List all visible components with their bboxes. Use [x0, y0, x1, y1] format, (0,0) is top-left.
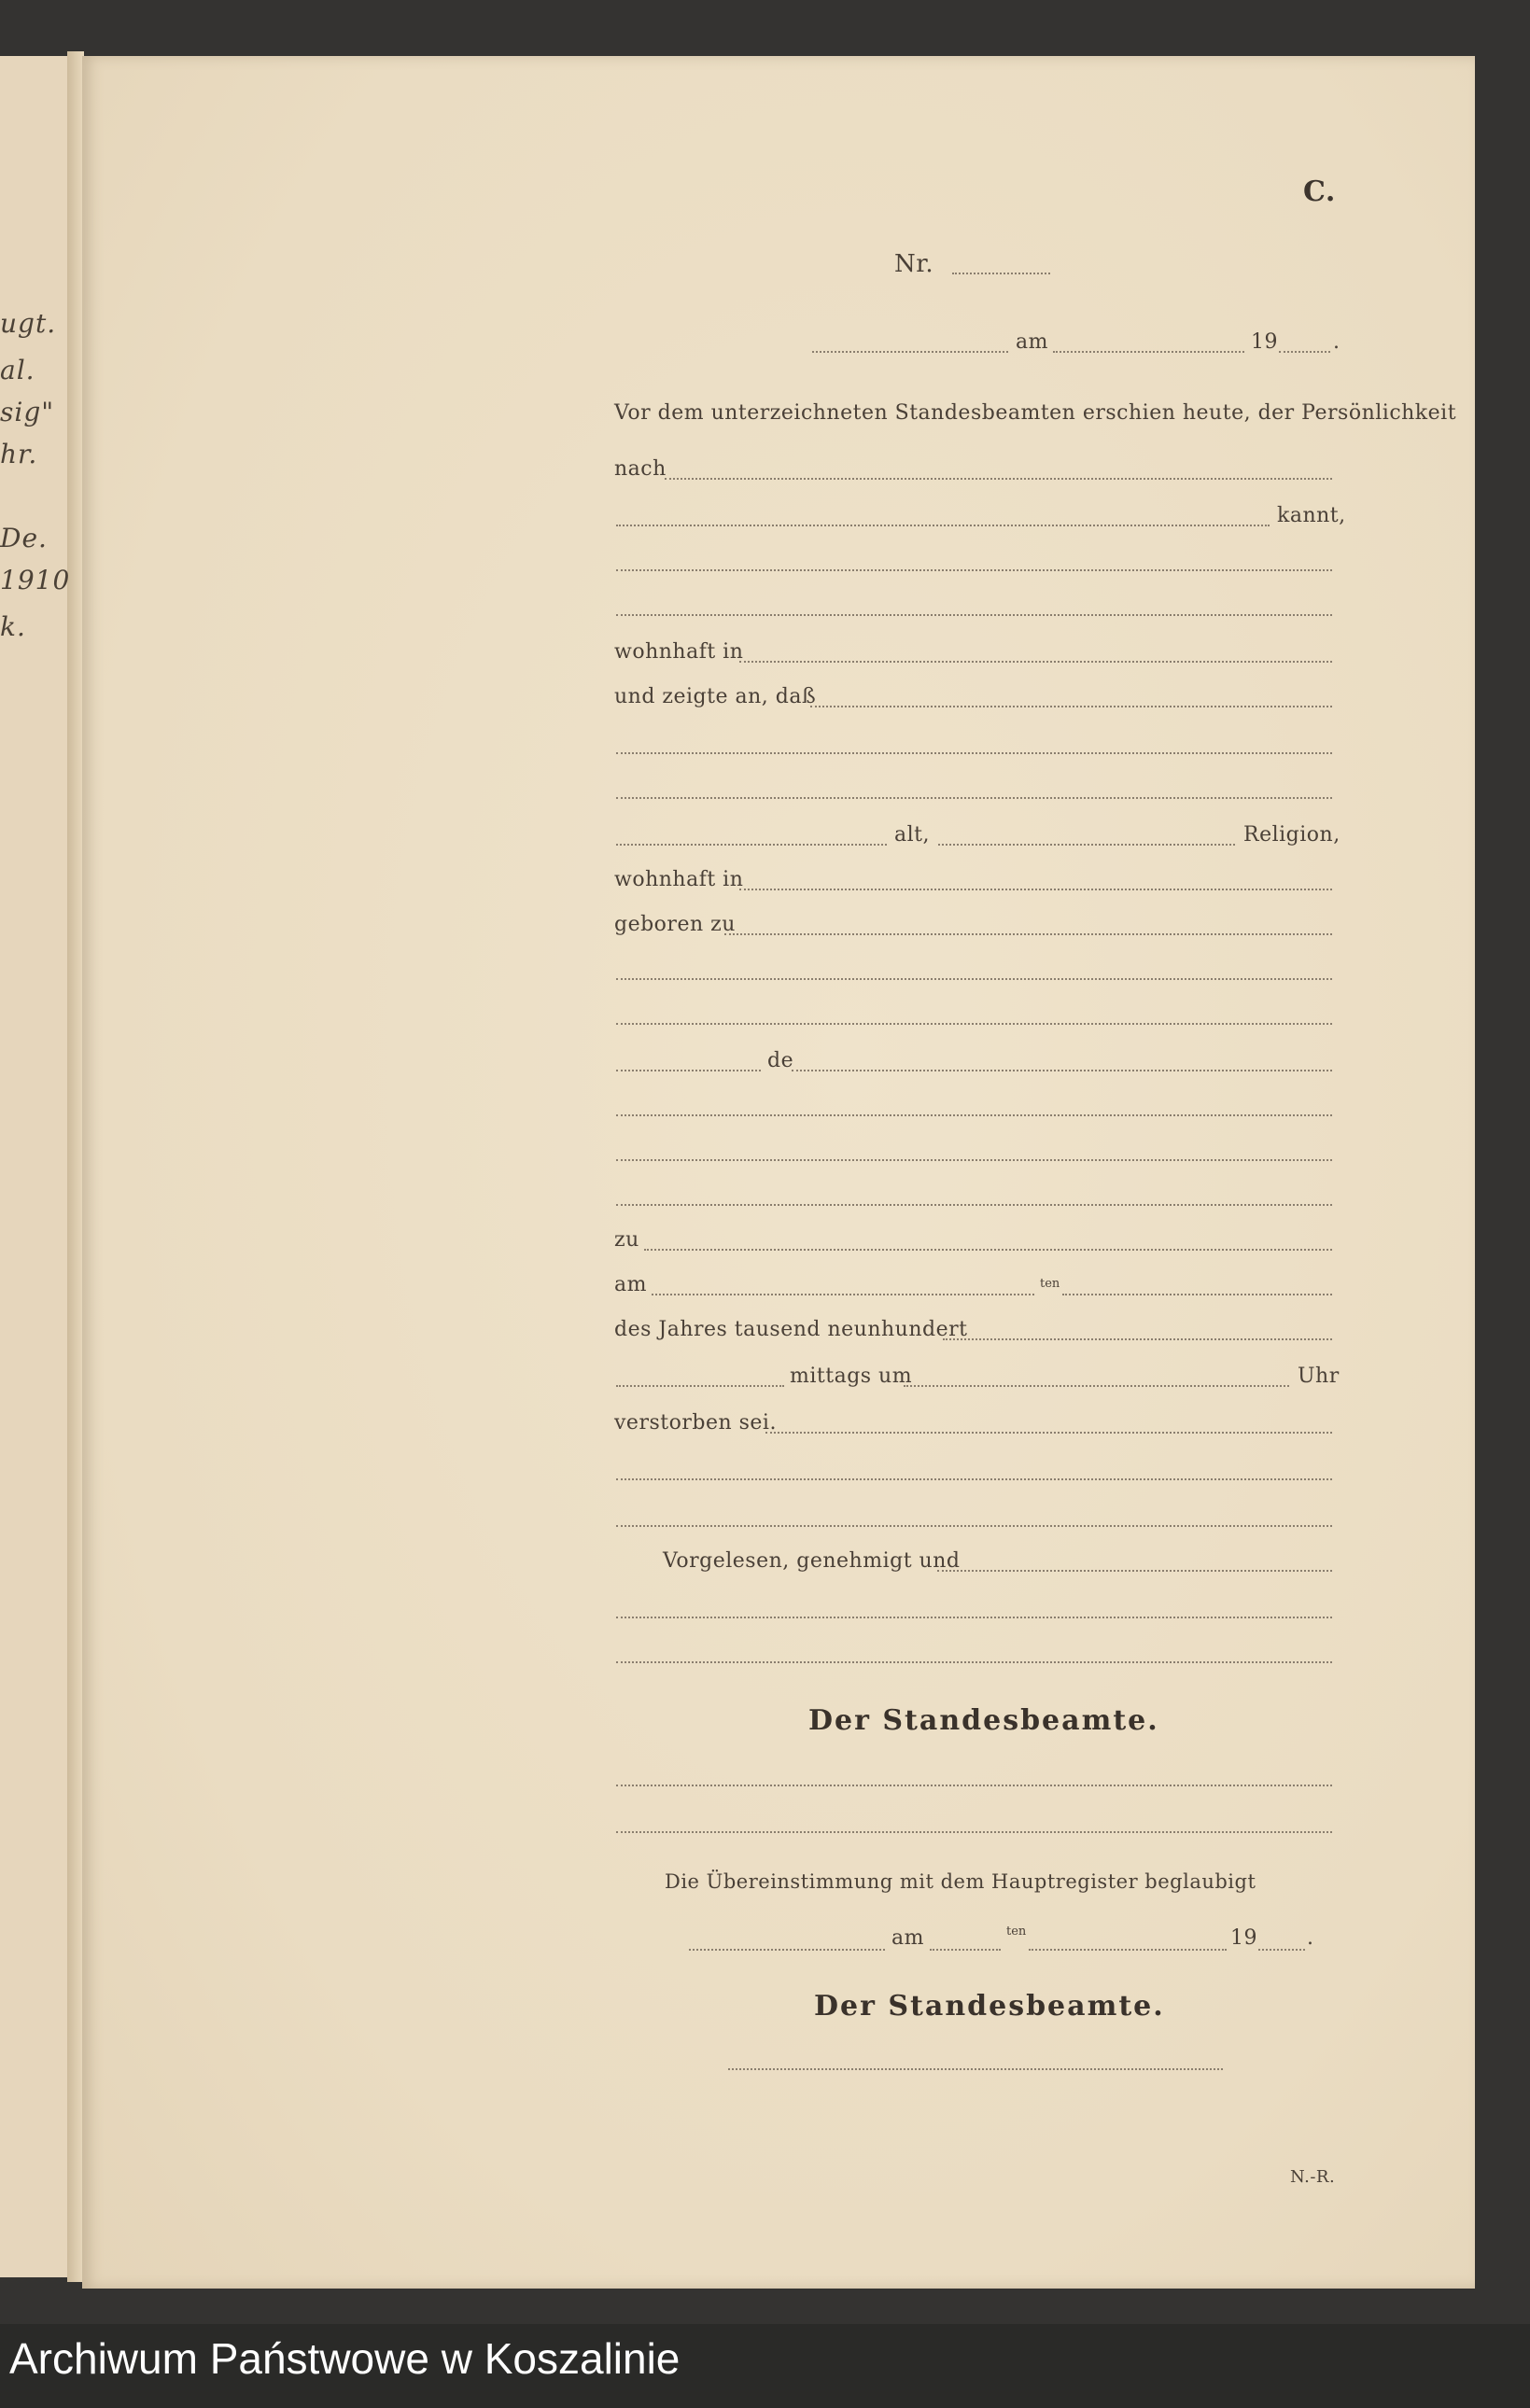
- blank-line: [616, 1023, 1332, 1025]
- margin-handwriting: sig": [0, 397, 55, 427]
- margin-handwriting: k.: [0, 611, 26, 642]
- jahres-field: [943, 1338, 1332, 1340]
- uhr-field: [904, 1385, 1289, 1387]
- margin-handwriting: hr.: [0, 439, 38, 469]
- geboren-field: [724, 933, 1332, 935]
- alt-label: alt,: [894, 823, 930, 847]
- ten-suffix: ten: [1040, 1277, 1060, 1291]
- date-field: [1053, 351, 1244, 353]
- nr-label: Nr.: [894, 250, 934, 278]
- year-prefix: 19: [1251, 330, 1278, 354]
- mittags-label: mittags um: [790, 1365, 913, 1388]
- place-field-2: [689, 1949, 885, 1951]
- zu-label: zu: [614, 1228, 639, 1252]
- am-label-2: am: [614, 1273, 647, 1296]
- uhr-label: Uhr: [1298, 1365, 1340, 1388]
- ten-suffix-2: ten: [1006, 1925, 1027, 1939]
- geboren-label: geboren zu: [614, 913, 736, 936]
- wohnhaft-field-2: [739, 889, 1332, 890]
- blank-line: [616, 1617, 1332, 1618]
- print-mark: N.-R.: [1290, 2167, 1336, 2187]
- blank-line: [616, 797, 1332, 799]
- zu-field: [644, 1249, 1332, 1251]
- age-field: [616, 844, 887, 846]
- jahres-label: des Jahres tausend neunhundert: [614, 1318, 968, 1341]
- time-of-day-field: [616, 1385, 784, 1387]
- signature-line: [616, 1785, 1332, 1786]
- vorgelesen-label: Vorgelesen, genehmigt und: [663, 1549, 961, 1573]
- de-field: [792, 1070, 1332, 1071]
- kannt-label: kannt,: [1277, 504, 1346, 527]
- religion-label: Religion,: [1243, 823, 1341, 847]
- blank-line: [616, 752, 1332, 754]
- blank-line: [616, 1478, 1332, 1480]
- standesbeamte-heading-2: Der Standesbeamte.: [814, 1990, 1165, 2023]
- uebereinstimmung-text: Die Übereinstimmung mit dem Hauptregister beglaubigt: [665, 1870, 1256, 1893]
- blank-line: [616, 1661, 1332, 1663]
- margin-handwriting: ugt.: [0, 308, 57, 339]
- nr-field: [952, 273, 1050, 274]
- place-field: [812, 351, 1008, 353]
- year-prefix-2: 19: [1230, 1926, 1257, 1950]
- kannt-field: [616, 525, 1270, 526]
- religion-field: [938, 844, 1235, 846]
- zeigte-label: und zeigte an, daß: [614, 685, 817, 708]
- month-field-2: [1029, 1949, 1227, 1951]
- margin-handwriting: al.: [0, 355, 35, 385]
- am-label-3: am: [891, 1926, 924, 1950]
- nach-field: [665, 478, 1332, 480]
- standesbeamte-heading: Der Standesbeamte.: [808, 1704, 1159, 1737]
- de-label: de: [767, 1049, 794, 1072]
- signature-line-2: [728, 2068, 1223, 2070]
- year-field-2: [1258, 1949, 1305, 1951]
- wohnhaft-label: wohnhaft in: [614, 640, 744, 664]
- nach-label: nach: [614, 457, 667, 481]
- year-field: [1279, 351, 1330, 353]
- signature-line: [616, 1831, 1332, 1833]
- archive-watermark: Archiwum Państwowe w Koszalinie: [9, 2334, 681, 2383]
- form-letter: C.: [1303, 175, 1336, 208]
- day-field-2: [930, 1949, 1001, 1951]
- intro-text: Vor dem unterzeichneten Standesbeamten erschien heute, der Persönlichkeit: [614, 401, 1457, 425]
- death-day-field: [652, 1294, 1034, 1295]
- wohnhaft-field: [739, 661, 1332, 663]
- blank-line: [616, 1525, 1332, 1527]
- period: .: [1333, 330, 1341, 354]
- blank-line: [616, 614, 1332, 616]
- am-label: am: [1016, 330, 1048, 354]
- de-prefix-field: [616, 1070, 761, 1071]
- blank-line: [616, 1159, 1332, 1161]
- blank-line: [616, 978, 1332, 980]
- zeigte-field: [810, 706, 1332, 707]
- death-month-field: [1062, 1294, 1332, 1295]
- blank-line: [616, 569, 1332, 571]
- blank-line: [616, 1114, 1332, 1116]
- verstorben-label: verstorben sei.: [614, 1411, 777, 1435]
- verstorben-field: [765, 1432, 1332, 1434]
- period: .: [1307, 1926, 1314, 1950]
- vorgelesen-field: [937, 1570, 1332, 1572]
- wohnhaft-label-2: wohnhaft in: [614, 868, 744, 891]
- form-page: [82, 56, 1475, 2289]
- margin-handwriting: 1910: [0, 565, 71, 595]
- blank-line: [616, 1204, 1332, 1206]
- margin-handwriting: De.: [0, 523, 48, 553]
- left-page: [0, 56, 75, 2277]
